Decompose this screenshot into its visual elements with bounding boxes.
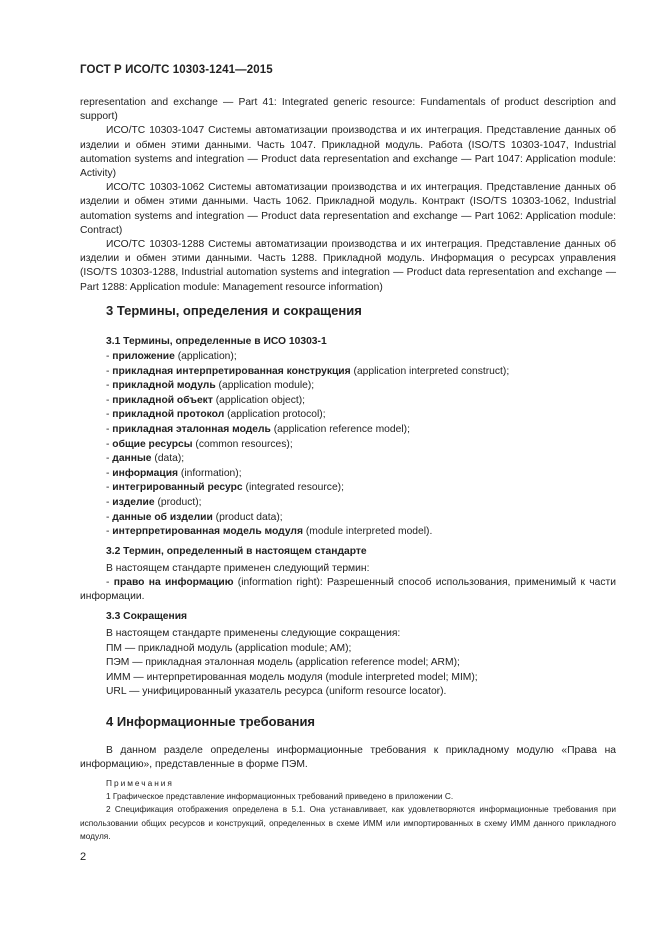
notes-block [80,777,616,843]
term-list-item: - данные (data); [106,453,185,465]
term-english: (application protocol); [224,409,326,421]
term-list-item: - прикладная эталонная модель (application reference model); [106,423,410,435]
term-english: (information); [178,467,242,479]
subsection-3-2-heading: 3.2 Термин, определенный в настоящем стандарте [106,546,367,557]
term-name: данные об изделии [112,511,213,523]
term-name: прикладной объект [112,394,213,406]
term-english: (integrated resource); [242,482,344,494]
abbreviation-item: URL — унифицированный указатель ресурса (uniform resource locator). [106,686,447,698]
subsection-3-3-heading: 3.3 Сокращения [106,611,188,622]
term-name: информация [112,467,179,479]
term-english: (common resources); [192,438,293,450]
section-4-paragraph: В данном разделе определены информационные требования к прикладному модулю «Права на информацию», представленные в форме ПЭМ. [80,745,616,771]
term-list-item: - прикладная интерпретированная конструкция (application interpreted construct); [106,365,510,377]
notes-title: Примечания [106,778,174,788]
term-english: (application module); [215,380,315,392]
term-english: (product data); [212,511,283,523]
term-english: (application reference model); [270,423,410,435]
reference-item: ИСО/ТС 10303-1288 Системы автоматизации производства и их интеграция. Представление данных об изделии и обмен этими данными. Часть 1288. Прикладной модуль. Информация о ресурсах управления (ISO/TS 10303-1288, Industrial automation systems and integration — Product data representation and exchange — Part 1288: Application module: Management resource information) [80,239,616,293]
section-3-heading: 3 Термины, определения и сокращения [106,303,362,318]
term-name: прикладная интерпретированная конструкция [112,365,351,377]
term-definition: - право на информацию (information right): Разрешенный способ использования, применимый к части информации. [80,577,616,603]
term-list-item: - приложение (application); [106,351,237,362]
reference-item: ИСО/ТС 10303-1062 Системы автоматизации производства и их интеграция. Представление данных об изделии и обмен этими данными. Часть 1062. Прикладной модуль. Контракт (ISO/TS 10303-1062, Industrial automation systems and integration — Product data representation and exchange — Part 1062: Application module: Contract) [80,182,616,236]
term-english: (application object); [212,394,306,406]
term-list-item: - данные об изделии (product data); [106,511,283,523]
normative-references [80,96,616,295]
term-list-item: - интегрированный ресурс (integrated resource); [106,482,344,494]
term-list-item: - прикладной модуль (application module); [106,380,315,392]
term-english: (product); [154,496,202,508]
term-english: (module interpreted model). [302,526,433,538]
term-name: интерпретированная модель модуля [112,526,303,538]
abbreviation-item: ПМ — прикладной модуль (application module; AM); [106,642,352,654]
term-name: интегрированный ресурс [112,482,243,494]
term-name: изделие [112,496,155,508]
terms-list [106,350,626,540]
term-list-item: - прикладной объект (application object); [106,394,306,406]
page-number: 2 [80,851,87,863]
term-list-item: - интерпретированная модель модуля (module interpreted model). [106,526,433,538]
term-definition-block [80,562,616,605]
term-name: приложение [112,351,175,362]
abbreviation-item: ПЭМ — прикладная эталонная модель (application reference model; ARM); [106,657,460,669]
term-english: (application); [174,351,237,362]
term-name: общие ресурсы [112,438,193,450]
term-english: (data); [151,453,185,465]
subsection-3-1-heading: 3.1 Термины, определенные в ИСО 10303-1 [106,336,327,347]
term-list-item: - общие ресурсы (common resources); [106,438,293,450]
term-name: прикладная эталонная модель [112,423,271,435]
reference-item: ИСО/ТС 10303-1047 Системы автоматизации производства и их интеграция. Представление данных об изделии и обмен этими данными. Часть 1047. Прикладной модуль. Работа (ISO/TS 10303-1047, Industrial automation systems and integration — Product data representation and exchange — Part 1047: Application module: Activity) [80,125,616,180]
term-list-item: - прикладной протокол (application protocol); [106,409,326,421]
term-name: данные [112,453,152,465]
term-list-item: - информация (information); [106,467,242,479]
note-item: 2 Спецификация отображения определена в 5.1. Она устанавливает, как удовлетворяются информационные требования при использовании общих ресурсов и конструкций, определенных в схеме ИММ или импортированных в схему ИММ данного прикладного модуля. [80,804,616,841]
term-intro: В настоящем стандарте применен следующий термин: [106,563,370,574]
abbreviations-intro: В настоящем стандарте применены следующие сокращения: [106,628,401,639]
abbreviation-item: ИММ — интерпретированная модель модуля (module interpreted model; MIM); [106,671,478,683]
term-list-item: - изделие (product); [106,496,202,508]
note-item: 1 Графическое представление информационных требований приведено в приложении C. [106,791,454,802]
abbreviations-list [106,627,626,700]
term-definition-text: (information right): Разрешенный способ использования, применимый к части информации. [80,577,616,603]
document-header: ГОСТ Р ИСО/ТС 10303-1241—2015 [80,64,273,76]
defined-term: право на информацию [113,577,234,589]
term-name: прикладной протокол [112,409,225,421]
term-english: (application interpreted construct); [350,365,510,377]
reference-continuation: representation and exchange — Part 41: Integrated generic resource: Fundamentals of product description and support) [80,97,616,123]
section-4-heading: 4 Информационные требования [106,714,316,729]
term-name: прикладной модуль [112,380,216,392]
section-4-text-block [80,744,616,772]
